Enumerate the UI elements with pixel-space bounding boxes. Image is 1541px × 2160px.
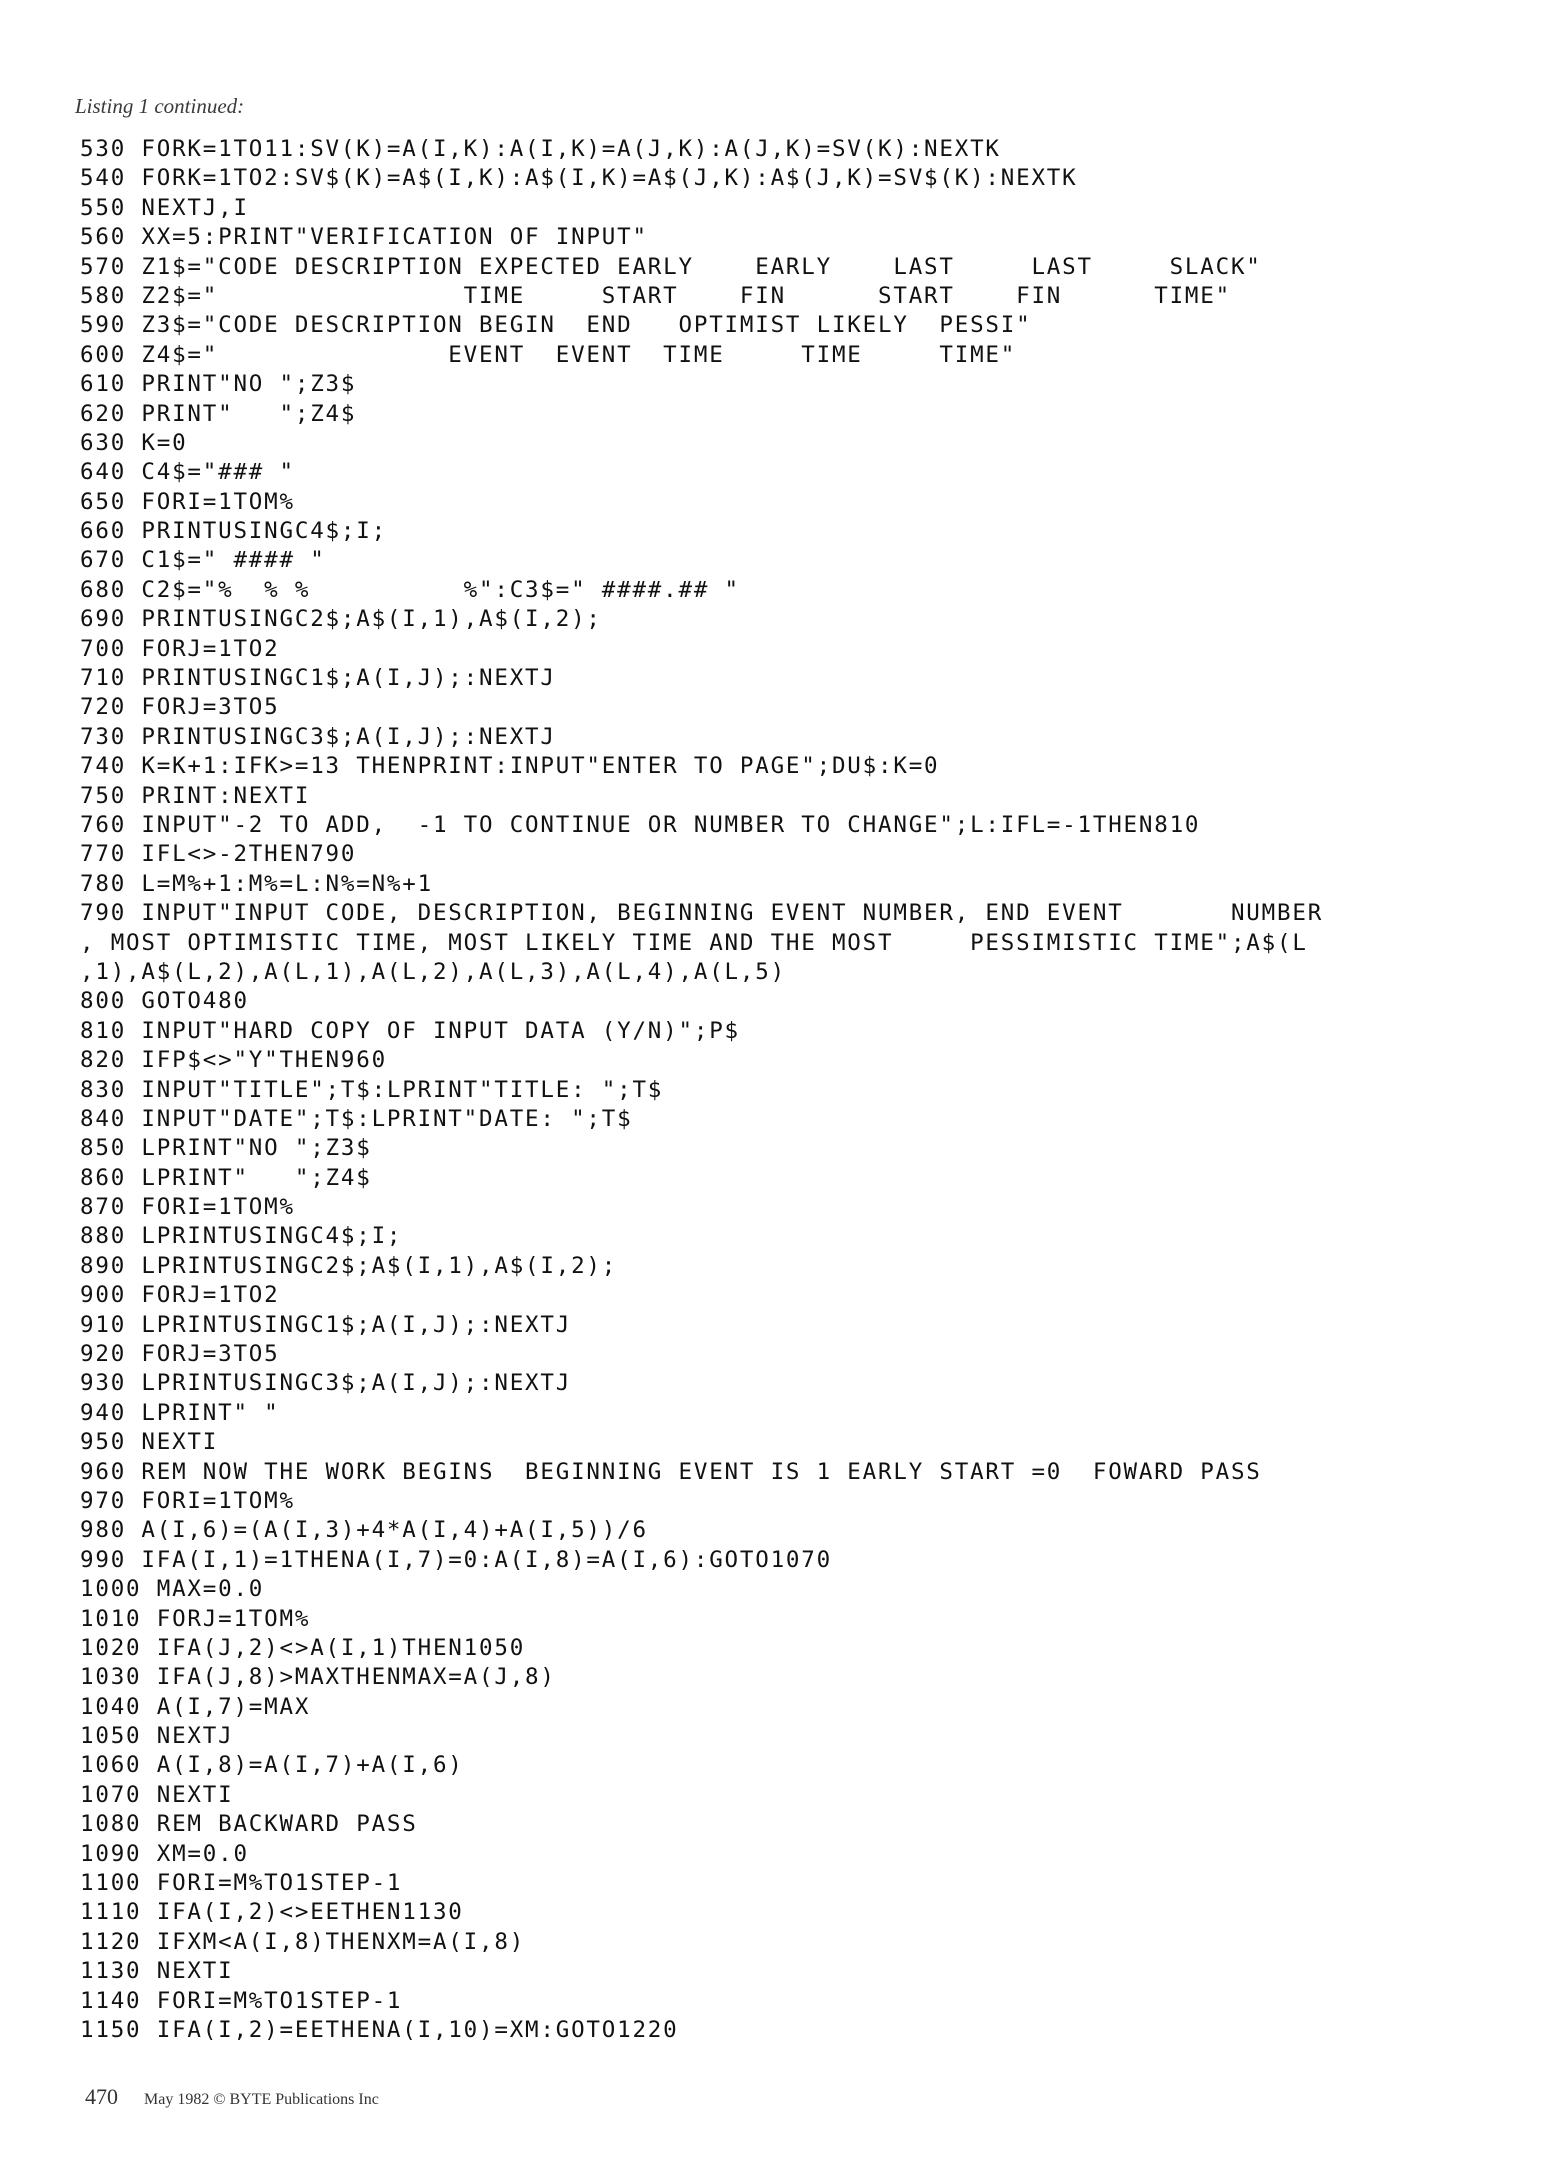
code-line: 920 FORJ=3TO5 bbox=[80, 1341, 280, 1368]
code-line: 1000 MAX=0.0 bbox=[80, 1576, 265, 1603]
code-line: 1010 FORJ=1TOM% bbox=[80, 1605, 311, 1632]
code-line: 540 FORK=1TO2:SV$(K)=A$(I,K):A$(I,K)=A$(J,K):A$(J,K)=SV$(K):NEXTK bbox=[80, 165, 1078, 192]
code-line: 1090 XM=0.0 bbox=[80, 1840, 249, 1867]
code-line: 710 PRINTUSINGC1$;A(I,J);:NEXTJ bbox=[80, 665, 556, 692]
code-line: 780 L=M%+1:M%=L:N%=N%+1 bbox=[80, 870, 433, 897]
code-line: 650 FORI=1TOM% bbox=[80, 488, 295, 515]
code-listing bbox=[80, 135, 1323, 2045]
code-line: 950 NEXTI bbox=[80, 1429, 219, 1456]
code-line: 670 C1$=" #### " bbox=[80, 547, 326, 574]
code-line: 1120 IFXM<A(I,8)THENXM=A(I,8) bbox=[80, 1928, 526, 1955]
code-line: 570 Z1$="CODE DESCRIPTION EXPECTED EARLY EARLY LAST LAST SLACK" bbox=[80, 253, 1262, 280]
code-line: 1040 A(I,7)=MAX bbox=[80, 1693, 311, 1720]
code-line: 880 LPRINTUSINGC4$;I; bbox=[80, 1223, 403, 1250]
code-line: 720 FORJ=3TO5 bbox=[80, 694, 280, 721]
code-line: 1080 REM BACKWARD PASS bbox=[80, 1811, 418, 1838]
code-line: 620 PRINT" ";Z4$ bbox=[80, 400, 357, 427]
code-line: 730 PRINTUSINGC3$;A(I,J);:NEXTJ bbox=[80, 723, 556, 750]
page-footer bbox=[85, 2084, 379, 2110]
code-line: 1050 NEXTJ bbox=[80, 1723, 234, 1750]
code-line: 700 FORJ=1TO2 bbox=[80, 635, 280, 662]
code-line: , MOST OPTIMISTIC TIME, MOST LIKELY TIME AND THE MOST PESSIMISTIC TIME";A$(L bbox=[80, 929, 1308, 956]
code-line: 840 INPUT"DATE";T$:LPRINT"DATE: ";T$ bbox=[80, 1105, 633, 1132]
code-line: 550 NEXTJ,I bbox=[80, 194, 249, 221]
code-line: 1130 NEXTI bbox=[80, 1958, 234, 1985]
code-line: 1110 IFA(I,2)<>EETHEN1130 bbox=[80, 1899, 464, 1926]
publication-credit: May 1982 © BYTE Publications Inc bbox=[144, 2091, 379, 2108]
code-line: 1030 IFA(J,8)>MAXTHENMAX=A(J,8) bbox=[80, 1664, 556, 1691]
code-line: 660 PRINTUSINGC4$;I; bbox=[80, 518, 387, 545]
code-line: 560 XX=5:PRINT"VERIFICATION OF INPUT" bbox=[80, 224, 648, 251]
code-line: 590 Z3$="CODE DESCRIPTION BEGIN END OPTIMIST LIKELY PESSI" bbox=[80, 312, 1032, 339]
page-number: 470 bbox=[85, 2084, 118, 2109]
code-line: 900 FORJ=1TO2 bbox=[80, 1282, 280, 1309]
code-line: 1020 IFA(J,2)<>A(I,1)THEN1050 bbox=[80, 1634, 526, 1661]
code-line: 810 INPUT"HARD COPY OF INPUT DATA (Y/N)";P$ bbox=[80, 1017, 740, 1044]
code-line: 980 A(I,6)=(A(I,3)+4*A(I,4)+A(I,5))/6 bbox=[80, 1517, 648, 1544]
code-line: 800 GOTO480 bbox=[80, 988, 249, 1015]
code-line: 580 Z2$=" TIME START FIN START FIN TIME" bbox=[80, 282, 1231, 309]
code-line: 930 LPRINTUSINGC3$;A(I,J);:NEXTJ bbox=[80, 1370, 572, 1397]
code-line: 1140 FORI=M%TO1STEP-1 bbox=[80, 1987, 403, 2014]
code-line: 770 IFL<>-2THEN790 bbox=[80, 841, 357, 868]
code-line: 630 K=0 bbox=[80, 429, 188, 456]
code-line: 870 FORI=1TOM% bbox=[80, 1194, 295, 1221]
code-line: 940 LPRINT" " bbox=[80, 1399, 280, 1426]
code-line: 1070 NEXTI bbox=[80, 1781, 234, 1808]
code-line: 910 LPRINTUSINGC1$;A(I,J);:NEXTJ bbox=[80, 1311, 572, 1338]
code-line: 690 PRINTUSINGC2$;A$(I,1),A$(I,2); bbox=[80, 606, 602, 633]
code-line: 530 FORK=1TO11:SV(K)=A(I,K):A(I,K)=A(J,K):A(J,K)=SV(K):NEXTK bbox=[80, 136, 1001, 162]
code-line: 850 LPRINT"NO ";Z3$ bbox=[80, 1135, 372, 1162]
listing-heading: Listing 1 continued: bbox=[75, 94, 245, 118]
code-line: 1100 FORI=M%TO1STEP-1 bbox=[80, 1870, 403, 1897]
code-line: 1150 IFA(I,2)=EETHENA(I,10)=XM:GOTO1220 bbox=[80, 2017, 679, 2043]
code-line: 740 K=K+1:IFK>=13 THENPRINT:INPUT"ENTER TO PAGE";DU$:K=0 bbox=[80, 753, 940, 780]
code-line: 790 INPUT"INPUT CODE, DESCRIPTION, BEGINNING EVENT NUMBER, END EVENT NUMBER bbox=[80, 900, 1324, 927]
code-line: 970 FORI=1TOM% bbox=[80, 1487, 295, 1514]
code-line: 680 C2$="% % % %":C3$=" ####.## " bbox=[80, 576, 740, 603]
code-line: 820 IFP$<>"Y"THEN960 bbox=[80, 1047, 387, 1074]
code-line: 890 LPRINTUSINGC2$;A$(I,1),A$(I,2); bbox=[80, 1252, 618, 1279]
code-line: 760 INPUT"-2 TO ADD, -1 TO CONTINUE OR NUMBER TO CHANGE";L:IFL=-1THEN810 bbox=[80, 811, 1201, 838]
code-line: 860 LPRINT" ";Z4$ bbox=[80, 1164, 372, 1191]
code-line: ,1),A$(L,2),A(L,1),A(L,2),A(L,3),A(L,4),A(L,5) bbox=[80, 958, 786, 985]
code-line: 1060 A(I,8)=A(I,7)+A(I,6) bbox=[80, 1752, 464, 1779]
code-line: 600 Z4$=" EVENT EVENT TIME TIME TIME" bbox=[80, 341, 1017, 368]
code-line: 960 REM NOW THE WORK BEGINS BEGINNING EVENT IS 1 EARLY START =0 FOWARD PASS bbox=[80, 1458, 1262, 1485]
code-line: 830 INPUT"TITLE";T$:LPRINT"TITLE: ";T$ bbox=[80, 1076, 664, 1103]
code-line: 990 IFA(I,1)=1THENA(I,7)=0:A(I,8)=A(I,6):GOTO1070 bbox=[80, 1546, 832, 1573]
code-line: 610 PRINT"NO ";Z3$ bbox=[80, 371, 357, 398]
code-line: 640 C4$="### " bbox=[80, 459, 295, 486]
code-line: 750 PRINT:NEXTI bbox=[80, 782, 311, 809]
